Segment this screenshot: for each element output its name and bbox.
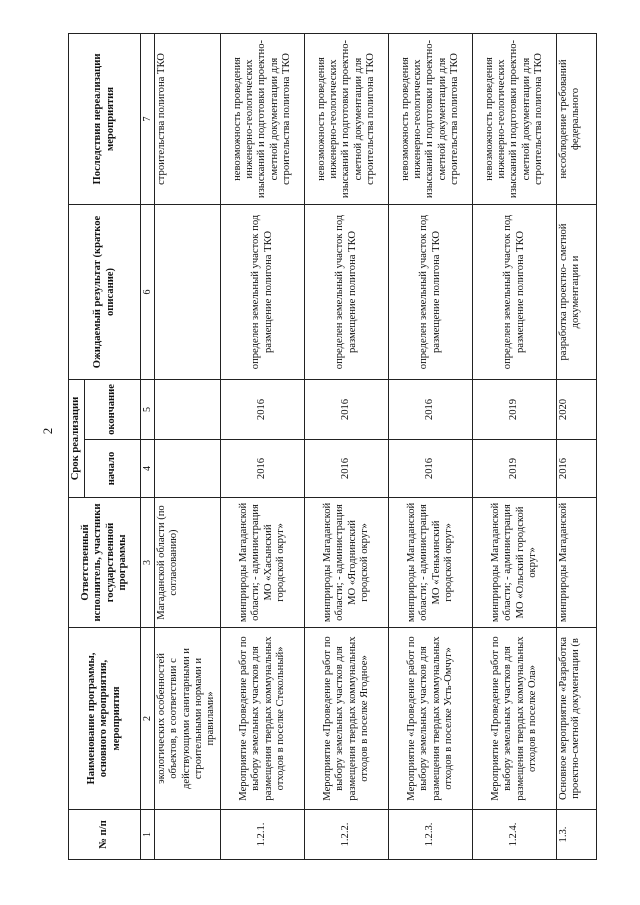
- row-consequences: невозможность проведения инженерно-геологических изысканий и подготовки проектно- сметной документации для строительства полигона ТКО: [221, 34, 305, 205]
- row-expected: разработка проектно- сметной документации и: [557, 205, 597, 380]
- row-num: 1.2.3.: [389, 810, 473, 860]
- row-start: 2016: [389, 440, 473, 498]
- row-consequences: строительства полигона ТКО: [155, 34, 221, 205]
- row-num: 1.3.: [557, 810, 597, 860]
- program-activities-table: [68, 33, 597, 860]
- column-index-row: [141, 34, 155, 860]
- header-expected: Ожидаемый результат (краткое описание): [69, 205, 141, 380]
- row-end: 2016: [221, 380, 305, 440]
- row-responsible: минприроды Магаданской области; - администрация МО «Ягоднинский городской округ»: [305, 498, 389, 628]
- table-row: [473, 34, 557, 860]
- row-num: 1.2.1.: [221, 810, 305, 860]
- header-row-1: [69, 34, 85, 860]
- row-consequences: несоблюдение требований федерального: [557, 34, 597, 205]
- row-start: [155, 440, 221, 498]
- row-start: 2016: [221, 440, 305, 498]
- row-start: 2016: [557, 440, 597, 498]
- row-consequences: невозможность проведения инженерно-геологических изысканий и подготовки проектно- сметной документации для строительства полигона ТКО: [473, 34, 557, 205]
- table-row: [155, 34, 221, 860]
- table-row: [305, 34, 389, 860]
- table-row: [221, 34, 305, 860]
- column-index: 1: [141, 810, 155, 860]
- row-expected: определен земельный участок под размещение полигона ТКО: [305, 205, 389, 380]
- column-index: 5: [141, 380, 155, 440]
- page-number: 2: [40, 427, 55, 435]
- row-name: Основное мероприятие «Разработка проектно-сметной документации (в: [557, 628, 597, 810]
- column-index: 4: [141, 440, 155, 498]
- header-responsible: Ответственный исполнитель, участники государственной программы: [69, 498, 141, 628]
- header-name: Наименование программы, основного мероприятия, мероприятия: [69, 628, 141, 810]
- row-responsible: минприроды Магаданской области; - администрация МО «Хасынский городской округ»: [221, 498, 305, 628]
- row-responsible: минприроды Магаданской области; - администрация МО «Тенькинский городской округ»: [389, 498, 473, 628]
- row-responsible: минприроды Магаданской: [557, 498, 597, 628]
- row-num: 1.2.4.: [473, 810, 557, 860]
- column-index: 3: [141, 498, 155, 628]
- row-name: Мероприятие «Проведение работ по выбору земельных участков для размещения твердых коммунальных отходов в поселке Ягодное»: [305, 628, 389, 810]
- header-end: окончание: [85, 380, 141, 440]
- table-row: [557, 34, 597, 860]
- row-name: экологических особенностей объектов, в соответствии с действующими санитарными и строительными нормами и правилами»: [155, 628, 221, 810]
- header-start: начало: [85, 440, 141, 498]
- row-num: 1.2.2.: [305, 810, 389, 860]
- row-name: Мероприятие «Проведение работ по выбору земельных участков для размещения твердых коммунальных отходов в поселке Ола»: [473, 628, 557, 810]
- column-index: 6: [141, 205, 155, 380]
- header-num: № п/п: [69, 810, 141, 860]
- row-end: 2016: [389, 380, 473, 440]
- row-consequences: невозможность проведения инженерно-геологических изысканий и подготовки проектно- сметной документации для строительства полигона ТКО: [305, 34, 389, 205]
- row-expected: определен земельный участок под размещение полигона ТКО: [389, 205, 473, 380]
- row-name: Мероприятие «Проведение работ по выбору земельных участков для размещения твердых коммунальных отходов в поселке Усть-Омчуг»: [389, 628, 473, 810]
- table-row: [389, 34, 473, 860]
- header-period: Срок реализации: [69, 380, 85, 498]
- row-expected: определен земельный участок под размещение полигона ТКО: [473, 205, 557, 380]
- row-end: 2019: [473, 380, 557, 440]
- row-expected: [155, 205, 221, 380]
- row-start: 2019: [473, 440, 557, 498]
- row-end: 2016: [305, 380, 389, 440]
- row-name: Мероприятие «Проведение работ по выбору земельных участков для размещения твердых коммунальных отходов в поселке Стекольный»: [221, 628, 305, 810]
- header-consequences: Последствия нереализации мероприятия: [69, 34, 141, 205]
- row-expected: определен земельный участок под размещение полигона ТКО: [221, 205, 305, 380]
- column-index: 7: [141, 34, 155, 205]
- column-index: 2: [141, 628, 155, 810]
- row-num: [155, 810, 221, 860]
- row-end: 2020: [557, 380, 597, 440]
- row-start: 2016: [305, 440, 389, 498]
- row-end: [155, 380, 221, 440]
- row-responsible: минприроды Магаданской области; - администрация МО «Ольский городской округ»: [473, 498, 557, 628]
- row-consequences: невозможность проведения инженерно-геологических изысканий и подготовки проектно- сметной документации для строительства полигона ТКО: [389, 34, 473, 205]
- row-responsible: Магаданской области (по согласованию): [155, 498, 221, 628]
